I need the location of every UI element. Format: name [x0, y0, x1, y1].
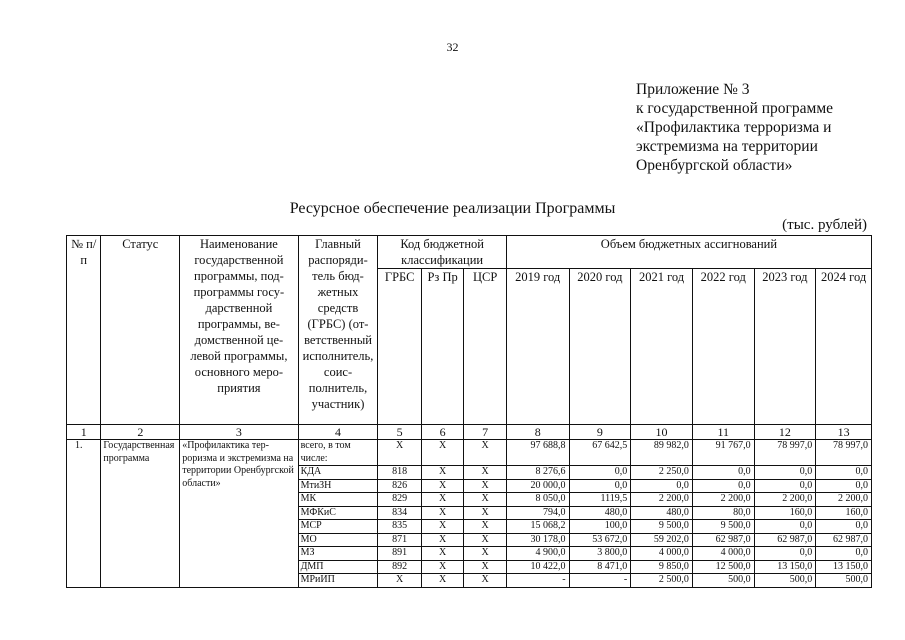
value-cell: 13 150,0 [816, 560, 872, 574]
grbs-cell: 826 [378, 479, 421, 493]
column-number: 6 [421, 425, 463, 440]
column-number-row [67, 425, 872, 440]
rzpr-cell: Х [421, 493, 463, 507]
value-cell: 0,0 [754, 479, 816, 493]
value-cell: 500,0 [754, 574, 816, 588]
value-cell: 10 422,0 [506, 560, 569, 574]
csr-cell: Х [464, 547, 506, 561]
csr-cell: Х [464, 533, 506, 547]
rzpr-cell: Х [421, 479, 463, 493]
value-cell: 500,0 [692, 574, 754, 588]
header-grbs-main: Главный распорядитель бюджетных средств (ГРБС) (ответственный исполнитель, соисполнитель, участник) [298, 236, 378, 425]
value-cell: 0,0 [816, 520, 872, 534]
grbs-cell: 818 [378, 466, 421, 480]
value-cell: 0,0 [816, 466, 872, 480]
value-cell: 91 767,0 [692, 440, 754, 466]
value-cell: 0,0 [816, 547, 872, 561]
value-cell: - [506, 574, 569, 588]
csr-cell: Х [464, 520, 506, 534]
value-cell: 13 150,0 [754, 560, 816, 574]
header-name: Наименование государственной программы, подпрограммы государственной программы, ведомственной целевой программы, основного мероприятия [180, 236, 298, 425]
rzpr-cell: Х [421, 574, 463, 588]
grbs-cell: 835 [378, 520, 421, 534]
csr-cell: Х [464, 466, 506, 480]
column-number: 12 [754, 425, 816, 440]
rzpr-cell: Х [421, 440, 463, 466]
header-year: 2019 год [506, 269, 569, 425]
header-num: № п/п [67, 236, 101, 425]
program-name: «Профилактика терроризма и экстремизма на территории Оренбургской области» [180, 440, 298, 588]
value-cell: 0,0 [754, 520, 816, 534]
table-body [67, 440, 872, 588]
value-cell: 2 250,0 [631, 466, 693, 480]
value-cell: 20 000,0 [506, 479, 569, 493]
column-number: 11 [692, 425, 754, 440]
value-cell: 160,0 [816, 506, 872, 520]
grbs-cell: Х [378, 574, 421, 588]
value-cell: 97 688,8 [506, 440, 569, 466]
header-year: 2023 год [754, 269, 816, 425]
value-cell: 500,0 [816, 574, 872, 588]
value-cell: 0,0 [569, 466, 631, 480]
grbs-cell: Х [378, 440, 421, 466]
header-volume-group: Объем бюджетных ассигнований [506, 236, 871, 269]
value-cell: 53 672,0 [569, 533, 631, 547]
column-number: 9 [569, 425, 631, 440]
grbs-cell: 891 [378, 547, 421, 561]
value-cell: 1119,5 [569, 493, 631, 507]
grbs-cell: 892 [378, 560, 421, 574]
value-cell: 2 200,0 [631, 493, 693, 507]
program-number: 1. [67, 440, 101, 588]
value-cell: 9 500,0 [692, 520, 754, 534]
csr-cell: Х [464, 479, 506, 493]
value-cell: 8 471,0 [569, 560, 631, 574]
grbs-main-cell: МК [298, 493, 378, 507]
grbs-cell: 834 [378, 506, 421, 520]
grbs-main-cell: МРиИП [298, 574, 378, 588]
header-year: 2020 год [569, 269, 631, 425]
column-number: 5 [378, 425, 421, 440]
value-cell: 0,0 [631, 479, 693, 493]
value-cell: 0,0 [692, 479, 754, 493]
grbs-main-cell: МСР [298, 520, 378, 534]
value-cell: 0,0 [816, 479, 872, 493]
value-cell: 78 997,0 [754, 440, 816, 466]
value-cell: 0,0 [754, 547, 816, 561]
rzpr-cell: Х [421, 466, 463, 480]
header-csr: ЦСР [464, 269, 506, 425]
csr-cell: Х [464, 574, 506, 588]
value-cell: 0,0 [569, 479, 631, 493]
value-cell: 2 500,0 [631, 574, 693, 588]
value-cell: 89 982,0 [631, 440, 693, 466]
csr-cell: Х [464, 493, 506, 507]
units-label: (тыс. рублей) [782, 217, 867, 233]
column-number: 10 [631, 425, 693, 440]
grbs-main-cell: МЗ [298, 547, 378, 561]
value-cell: 480,0 [569, 506, 631, 520]
grbs-main-cell: МО [298, 533, 378, 547]
value-cell: 8 050,0 [506, 493, 569, 507]
value-cell: 9 500,0 [631, 520, 693, 534]
rzpr-cell: Х [421, 520, 463, 534]
header-rzpr: Рз Пр [421, 269, 463, 425]
header-year: 2024 год [816, 269, 872, 425]
appendix-block [636, 80, 833, 175]
value-cell: 0,0 [692, 466, 754, 480]
grbs-cell: 871 [378, 533, 421, 547]
rzpr-cell: Х [421, 547, 463, 561]
rzpr-cell: Х [421, 506, 463, 520]
value-cell: 62 987,0 [692, 533, 754, 547]
rzpr-cell: Х [421, 560, 463, 574]
value-cell: 160,0 [754, 506, 816, 520]
header-year: 2021 год [631, 269, 693, 425]
value-cell: 8 276,6 [506, 466, 569, 480]
value-cell: 78 997,0 [816, 440, 872, 466]
appendix-line: Приложение № 3 [636, 81, 750, 98]
page-number: 32 [446, 40, 459, 54]
rzpr-cell: Х [421, 533, 463, 547]
column-number: 3 [180, 425, 298, 440]
value-cell: 80,0 [692, 506, 754, 520]
value-cell: 62 987,0 [754, 533, 816, 547]
value-cell: 59 202,0 [631, 533, 693, 547]
value-cell: 3 800,0 [569, 547, 631, 561]
appendix-line: «Профилактика терроризма и [636, 119, 832, 136]
value-cell: 794,0 [506, 506, 569, 520]
value-cell: 12 500,0 [692, 560, 754, 574]
grbs-main-cell: МФКиС [298, 506, 378, 520]
appendix-line: к государственной программе [636, 100, 834, 117]
appendix-line: Оренбургской области» [636, 157, 793, 174]
header-grbs: ГРБС [378, 269, 421, 425]
value-cell: 67 642,5 [569, 440, 631, 466]
value-cell: - [569, 574, 631, 588]
column-number: 8 [506, 425, 569, 440]
value-cell: 100,0 [569, 520, 631, 534]
value-cell: 480,0 [631, 506, 693, 520]
grbs-main-cell: МтиЗН [298, 479, 378, 493]
value-cell: 2 200,0 [816, 493, 872, 507]
header-status: Статус [101, 236, 180, 425]
value-cell: 30 178,0 [506, 533, 569, 547]
csr-cell: Х [464, 560, 506, 574]
grbs-cell: 829 [378, 493, 421, 507]
value-cell: 2 200,0 [692, 493, 754, 507]
value-cell: 4 900,0 [506, 547, 569, 561]
value-cell: 4 000,0 [692, 547, 754, 561]
column-number: 13 [816, 425, 872, 440]
header-year: 2022 год [692, 269, 754, 425]
grbs-main-cell: ДМП [298, 560, 378, 574]
value-cell: 9 850,0 [631, 560, 693, 574]
column-number: 1 [67, 425, 101, 440]
value-cell: 2 200,0 [754, 493, 816, 507]
csr-cell: Х [464, 440, 506, 466]
value-cell: 62 987,0 [816, 533, 872, 547]
table-row [67, 440, 872, 466]
value-cell: 15 068,2 [506, 520, 569, 534]
column-number: 7 [464, 425, 506, 440]
value-cell: 0,0 [754, 466, 816, 480]
header-code-group: Код бюджетной классификации [378, 236, 506, 269]
appendix-line: экстремизма на территории [636, 138, 818, 155]
program-status: Государственная программа [101, 440, 180, 588]
value-cell: 4 000,0 [631, 547, 693, 561]
resource-table [66, 235, 872, 588]
header-row [67, 236, 872, 269]
grbs-main-cell: всего, в том числе: [298, 440, 378, 466]
csr-cell: Х [464, 506, 506, 520]
column-number: 2 [101, 425, 180, 440]
document-title: Ресурсное обеспечение реализации Программы [289, 200, 616, 217]
grbs-main-cell: КДА [298, 466, 378, 480]
column-number: 4 [298, 425, 378, 440]
